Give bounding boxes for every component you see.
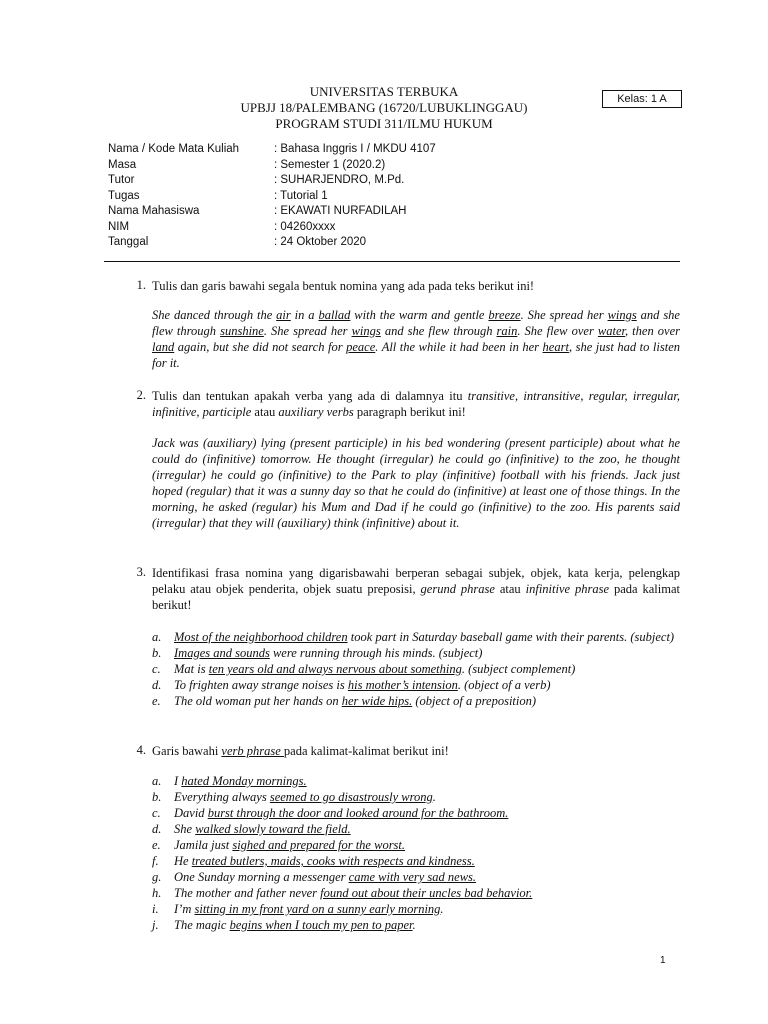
text: The magic xyxy=(174,918,230,932)
underlined-phrase: begins when I touch my pen to paper xyxy=(229,918,413,932)
text: . xyxy=(412,918,416,932)
question-number: 3. xyxy=(136,565,146,579)
info-row xyxy=(108,158,436,174)
info-value: : Bahasa Inggris I / MKDU 4107 xyxy=(274,143,436,155)
text: . She spread her xyxy=(263,324,352,338)
list-item xyxy=(152,645,682,661)
text: Tulis dan tentukan apakah verba yang ada di dalamnya itu xyxy=(152,389,468,403)
info-label: NIM xyxy=(108,220,130,233)
info-table xyxy=(108,142,436,251)
text: took part in Saturday baseball game with their parents. (subject) xyxy=(347,630,675,644)
info-label: Tugas xyxy=(108,189,140,202)
item-letter: h. xyxy=(152,886,162,900)
text: Garis bawahi xyxy=(152,744,222,758)
underlined-phrase: Images and sounds xyxy=(174,646,270,660)
item-letter: i. xyxy=(152,902,159,916)
info-value: : SUHARJENDRO, M.Pd. xyxy=(274,174,405,186)
question-text xyxy=(152,743,680,759)
info-label: Masa xyxy=(108,158,137,171)
underlined-phrase: his mother’s intension xyxy=(347,678,458,692)
text: She danced through the xyxy=(152,308,277,322)
underlined-phrase: seemed to go disastrously wrong xyxy=(269,790,433,804)
text: . She spread her xyxy=(520,308,608,322)
info-label: Tutor xyxy=(108,174,135,186)
text: , then over xyxy=(624,324,680,338)
info-row xyxy=(108,142,436,158)
text: She xyxy=(174,822,196,836)
noun: rain xyxy=(496,324,518,338)
noun: water xyxy=(597,324,625,338)
list-item xyxy=(152,917,682,933)
noun: peace xyxy=(346,340,376,354)
item-letter: a. xyxy=(152,774,162,788)
list-item xyxy=(152,773,682,789)
text: with the warm and gentle xyxy=(350,308,489,322)
kelas-box: Kelas: 1 A xyxy=(602,90,682,108)
list-item xyxy=(152,901,682,917)
text: The old woman put her hands on xyxy=(174,694,342,708)
text: atau xyxy=(251,405,279,419)
list-item xyxy=(152,837,682,853)
underlined-phrase: sitting in my front yard on a sunny early morning xyxy=(194,902,441,916)
underlined-phrase: verb phrase xyxy=(221,744,284,758)
info-value: : EKAWATI NURFADILAH xyxy=(274,205,407,217)
text: Jamila just xyxy=(174,838,233,852)
noun: heart xyxy=(542,340,569,354)
item-letter: f. xyxy=(152,854,159,868)
text: and she flew through xyxy=(380,324,497,338)
info-value: : Tutorial 1 xyxy=(274,189,328,202)
text: . xyxy=(432,790,436,804)
text: gerund phrase xyxy=(420,582,495,596)
item-letter: e. xyxy=(152,838,161,852)
info-row xyxy=(108,173,436,189)
item-letter: b. xyxy=(152,646,162,660)
list-item xyxy=(152,885,682,901)
q4-list xyxy=(152,773,682,933)
item-letter: c. xyxy=(152,806,161,820)
text: I xyxy=(174,774,182,788)
text: I’m xyxy=(174,902,195,916)
item-letter: g. xyxy=(152,870,162,884)
text: infinitive phrase xyxy=(525,582,610,596)
upbjj-name: UPBJJ 18/PALEMBANG (16720/LUBUKLINGGAU) xyxy=(240,100,528,115)
underlined-phrase: her wide hips. xyxy=(341,694,413,708)
list-item xyxy=(152,677,682,693)
list-item xyxy=(152,693,682,709)
text: in a xyxy=(290,308,319,322)
underlined-phrase: Most of the neighborhood children xyxy=(174,630,348,644)
program-name: PROGRAM STUDI 311/ILMU HUKUM xyxy=(275,116,493,131)
noun: air xyxy=(276,308,291,322)
text: . She flew over xyxy=(517,324,598,338)
info-label: Nama / Kode Mata Kuliah xyxy=(108,143,240,155)
list-item xyxy=(152,821,682,837)
info-value: : 24 Oktober 2020 xyxy=(274,236,367,248)
item-letter: b. xyxy=(152,790,162,804)
info-row xyxy=(108,235,436,251)
item-letter: e. xyxy=(152,694,161,708)
q2-paragraph: Jack was (auxiliary) lying (present participle) in his bed wondering (present participle) about what he could do (infinitive) tomorrow. He thought (irregular) he could go (infinitive) to the zoo, he thought (irregular) he could go (infinitive) to the Park to play (infinitive) football with his friends. Jack just hoped (regular) that it was a sunny day so that he could do (infinitive) at least one of those things. In the morning, he asked (regular) his Mum and Dad if he could go (infinitive) to the zoo. His parents said (irregular) that they will (auxiliary) think (infinitive) about it. xyxy=(152,436,680,530)
university-name: UNIVERSITAS TERBUKA xyxy=(309,84,459,99)
noun: sunshine xyxy=(220,324,264,338)
underlined-phrase: ten years old and always nervous about something xyxy=(208,662,462,676)
text: He xyxy=(174,854,192,868)
info-value: : 04260xxxx xyxy=(274,220,336,233)
info-value: : Semester 1 (2020.2) xyxy=(274,158,386,171)
underlined-phrase: came with very sad news. xyxy=(348,870,477,884)
text: . All the while it had been in her xyxy=(375,340,543,354)
underlined-phrase: hated Monday mornings. xyxy=(181,774,307,788)
text: To frighten away strange noises is xyxy=(174,678,348,692)
q1-paragraph xyxy=(152,307,680,371)
text: . (object of a verb) xyxy=(457,678,551,692)
list-item xyxy=(152,789,682,805)
text: , she just had to listen for it. xyxy=(152,340,680,370)
list-item xyxy=(152,629,682,645)
text: auxiliary verbs xyxy=(278,405,354,419)
header-divider xyxy=(104,261,680,262)
text: The mother and father never xyxy=(174,886,321,900)
item-letter: c. xyxy=(152,662,161,676)
question-text xyxy=(152,388,680,420)
item-letter: a. xyxy=(152,630,162,644)
text: . (subject complement) xyxy=(461,662,576,676)
underlined-phrase: burst through the door and looked around for the bathroom. xyxy=(207,806,509,820)
text: atau xyxy=(494,582,526,596)
question-text: Tulis dan garis bawahi segala bentuk nomina yang ada pada teks berikut ini! xyxy=(152,279,535,293)
info-label: Nama Mahasiswa xyxy=(108,205,200,217)
text: transitive, intransitive, regular, irregular, infinitive, participle xyxy=(152,389,680,419)
item-letter: d. xyxy=(152,822,162,836)
noun: land xyxy=(152,340,175,354)
question-number: 1. xyxy=(136,278,146,292)
noun: breeze xyxy=(488,308,521,322)
q3-list xyxy=(152,629,682,709)
noun: ballad xyxy=(318,308,351,322)
text: pada kalimat-kalimat berikut ini! xyxy=(283,744,449,758)
underlined-phrase: walked slowly toward the field. xyxy=(195,822,351,836)
underlined-phrase: found out about their uncles bad behavior. xyxy=(320,886,533,900)
list-item xyxy=(152,805,682,821)
noun: wings xyxy=(607,308,637,322)
noun: wings xyxy=(351,324,381,338)
list-item xyxy=(152,853,682,869)
list-item xyxy=(152,869,682,885)
text: One Sunday morning a messenger xyxy=(174,870,349,884)
text: (object of a preposition) xyxy=(412,694,537,708)
text: Identifikasi frasa nomina yang digarisbawahi berperan sebagai subjek, objek, kata kerja, pelengkap pelaku atau objek penderita, objek suatu preposisi, xyxy=(152,566,680,596)
text: pada kalimat berikut! xyxy=(152,582,680,612)
text: and she flew through xyxy=(152,308,680,338)
list-item xyxy=(152,661,682,677)
item-letter: d. xyxy=(152,678,162,692)
question-number: 2. xyxy=(136,388,146,402)
info-row xyxy=(108,220,436,236)
text: again, but she did not search for xyxy=(174,340,347,354)
text: paragraph berikut ini! xyxy=(353,405,466,419)
text: . xyxy=(440,902,444,916)
text: were running through his minds. (subject) xyxy=(269,646,483,660)
underlined-phrase: treated butlers, maids, cooks with respects and kindness. xyxy=(191,854,475,868)
info-row xyxy=(108,204,436,220)
question-number: 4. xyxy=(136,743,146,757)
text: Mat is xyxy=(174,662,209,676)
underlined-phrase: sighed and prepared for the worst. xyxy=(232,838,406,852)
text: David xyxy=(174,806,208,820)
info-row xyxy=(108,189,436,205)
item-letter: j. xyxy=(152,918,159,932)
info-label: Tanggal xyxy=(108,236,149,248)
question-text xyxy=(152,565,680,613)
text: Everything always xyxy=(174,790,270,804)
page-number: 1 xyxy=(660,955,666,966)
